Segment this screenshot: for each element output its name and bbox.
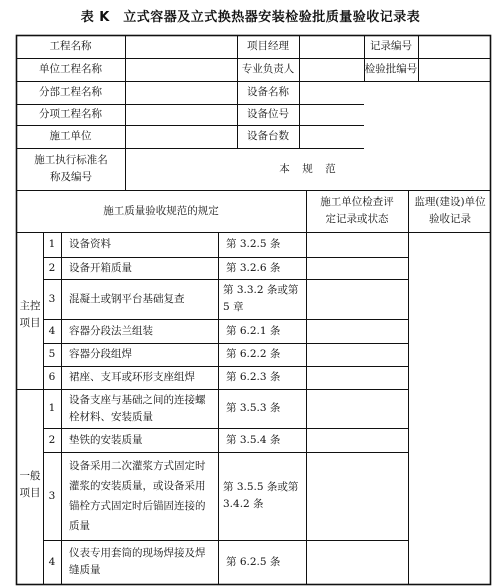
item-check-cell[interactable] (307, 428, 408, 452)
item-description: 仪表专用套筒的现场焊接及焊缝质量 (69, 547, 206, 576)
item-description: 容器分段组焊 (69, 348, 132, 360)
project-manager-label: 项目经理 (247, 40, 289, 52)
item-description: 混凝土或钢平台基础复查 (69, 292, 185, 305)
equipment-position-label: 设备位号 (247, 108, 289, 120)
item-clause: 第 6.2.2 条 (226, 348, 281, 360)
item-number: 1 (48, 238, 56, 250)
record-no-label: 记录编号 (370, 40, 412, 52)
item-description: 容器分段法兰组装 (69, 324, 153, 337)
construction-unit-field[interactable] (126, 125, 237, 148)
item-number: 4 (48, 324, 56, 337)
item-number: 1 (48, 402, 56, 414)
item-number: 3 (48, 292, 56, 305)
item-number: 3 (48, 489, 56, 502)
item-description: 设备开箱质量 (69, 261, 132, 274)
item-check-cell[interactable] (307, 452, 408, 540)
item-check-cell[interactable] (307, 389, 408, 428)
item-clause: 第 3.3.2 条或第 5 章 (223, 284, 299, 313)
item-clause: 第 6.2.3 条 (226, 371, 281, 383)
batch-no-field[interactable] (419, 58, 490, 81)
item-description: 裙座、支耳或环形支座组焊 (69, 371, 195, 383)
item-check-cell[interactable] (307, 540, 408, 584)
supervisor-record-cell[interactable] (409, 232, 490, 584)
item-check-cell[interactable] (307, 257, 408, 279)
project-manager-field[interactable] (300, 35, 364, 58)
standard-label: 施工执行标准名称及编号 (34, 154, 108, 183)
item-check-cell[interactable] (307, 366, 408, 389)
project-name-field[interactable] (126, 35, 237, 58)
item-clause: 第 3.5.3 条 (226, 402, 281, 414)
professional-lead-field[interactable] (300, 58, 364, 81)
item-clause: 第 6.2.5 条 (226, 555, 281, 568)
equipment-name-label: 设备名称 (247, 86, 289, 98)
item-number: 2 (48, 261, 56, 274)
subitem-project-label: 分项工程名称 (39, 108, 102, 120)
item-clause: 第 3.5.5 条或第 3.4.2 条 (223, 481, 299, 510)
unit-project-field[interactable] (126, 58, 237, 81)
item-check-cell[interactable] (307, 319, 408, 343)
record-no-field[interactable] (419, 35, 490, 58)
professional-lead-label: 专业负责人 (241, 63, 295, 75)
item-clause: 第 3.2.6 条 (226, 261, 281, 274)
main-control-label: 主控项目 (19, 300, 41, 329)
item-check-cell[interactable] (307, 343, 408, 366)
item-number: 2 (48, 433, 56, 446)
item-description: 设备支座与基础之间的连接螺栓材料、安装质量 (69, 393, 206, 423)
batch-no-label: 检验批编号 (364, 63, 418, 75)
item-description: 设备资料 (69, 238, 111, 250)
item-check-cell[interactable] (307, 232, 408, 257)
spec-column-header: 施工质量验收规范的规定 (103, 204, 219, 217)
division-project-label: 分部工程名称 (39, 86, 102, 98)
construction-unit-label: 施工单位 (49, 130, 92, 142)
form-title: 表 K 立式容器及立式换热器安装检验批质量验收记录表 (80, 10, 421, 25)
division-project-field[interactable] (126, 81, 237, 104)
contractor-check-header: 施工单位检查评定记录或状态 (320, 196, 394, 225)
item-check-cell[interactable] (307, 279, 408, 319)
item-number: 6 (48, 371, 56, 383)
item-description: 设备采用二次灌浆方式固定时灌浆的安装质量，或设备采用锚栓方式固定时后锚固连接的质量 (69, 460, 206, 532)
general-label: 一般项目 (19, 470, 41, 499)
supervisor-header: 监理(建设)单位验收记录 (414, 196, 486, 225)
item-clause: 第 6.2.1 条 (226, 324, 281, 337)
subitem-project-field[interactable] (126, 104, 237, 125)
project-name-label: 工程名称 (49, 40, 92, 52)
equipment-count-label: 设备台数 (247, 130, 289, 142)
equipment-name-field[interactable] (300, 81, 490, 148)
item-description: 垫铁的安装质量 (69, 433, 143, 446)
item-number: 5 (48, 348, 56, 360)
item-number: 4 (48, 555, 56, 568)
item-clause: 第 3.5.4 条 (226, 433, 281, 446)
item-clause: 第 3.2.5 条 (226, 238, 281, 250)
standard-value: 本 规 范 (279, 162, 337, 175)
unit-project-label: 单位工程名称 (39, 63, 102, 75)
